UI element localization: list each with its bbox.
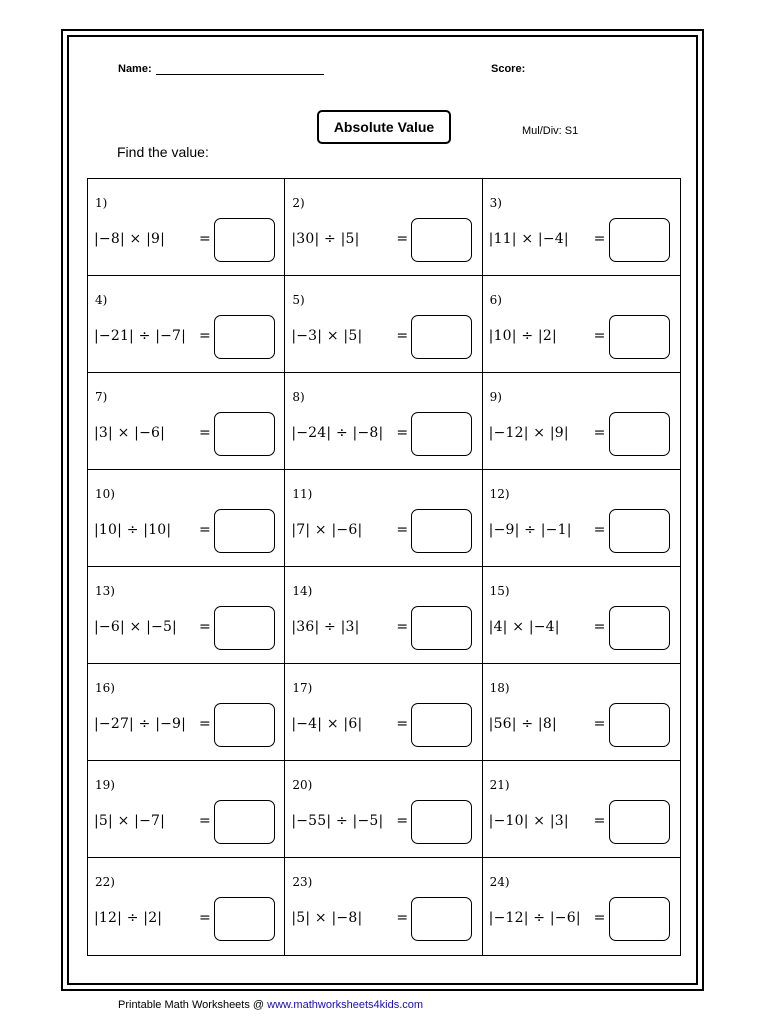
equals-sign: = <box>199 813 211 829</box>
problem-cell <box>285 567 482 664</box>
problem-number: 7) <box>95 390 108 404</box>
problem-cell <box>483 567 680 664</box>
problem-expression: |−4| × |6| <box>291 716 363 732</box>
worksheet-level: Mul/Div: S1 <box>522 125 579 137</box>
answer-box[interactable] <box>609 800 670 844</box>
problem-expression: |−21| ÷ |−7| <box>94 328 187 344</box>
problem-expression: |11| × |−4| <box>488 231 569 247</box>
problem-number: 16) <box>95 681 115 695</box>
answer-box[interactable] <box>609 315 670 359</box>
name-label: Name: <box>118 63 152 75</box>
problem-number: 22) <box>95 875 115 889</box>
answer-box[interactable] <box>214 897 275 941</box>
problem-expression: |10| ÷ |10| <box>94 522 172 538</box>
equals-sign: = <box>593 716 606 732</box>
problem-cell <box>285 276 482 373</box>
answer-box[interactable] <box>214 509 275 553</box>
problem-cell <box>285 179 482 276</box>
equals-sign: = <box>199 328 211 344</box>
equals-sign: = <box>396 328 409 344</box>
equals-sign: = <box>199 619 211 635</box>
equals-sign: = <box>396 910 409 926</box>
problem-number: 23) <box>292 875 313 889</box>
problem-cell <box>285 373 482 470</box>
equals-sign: = <box>199 716 211 732</box>
problem-number: 5) <box>292 293 305 307</box>
problem-number: 10) <box>95 487 115 501</box>
problem-number: 20) <box>292 778 313 792</box>
problem-cell <box>483 179 680 276</box>
answer-box[interactable] <box>214 315 275 359</box>
problem-cell <box>88 567 285 664</box>
problem-cell <box>285 470 482 567</box>
problem-expression: |7| × |−6| <box>291 522 363 538</box>
problem-expression: |56| ÷ |8| <box>488 716 557 732</box>
problem-number: 8) <box>292 390 305 404</box>
equals-sign: = <box>593 425 606 441</box>
problem-number: 4) <box>95 293 108 307</box>
answer-box[interactable] <box>411 606 472 650</box>
answer-box[interactable] <box>609 606 670 650</box>
answer-box[interactable] <box>214 703 275 747</box>
answer-box[interactable] <box>214 606 275 650</box>
equals-sign: = <box>396 425 409 441</box>
problem-number: 9) <box>489 390 502 404</box>
problem-expression: |4| × |−4| <box>488 619 560 635</box>
problem-number: 15) <box>489 584 510 598</box>
problem-number: 19) <box>95 778 115 792</box>
equals-sign: = <box>593 619 606 635</box>
answer-box[interactable] <box>411 412 472 456</box>
problem-number: 2) <box>292 196 305 210</box>
answer-box[interactable] <box>609 218 670 262</box>
answer-box[interactable] <box>609 509 670 553</box>
answer-box[interactable] <box>214 218 275 262</box>
problem-cell <box>88 858 285 955</box>
problem-number: 6) <box>489 293 502 307</box>
answer-box[interactable] <box>411 509 472 553</box>
equals-sign: = <box>396 522 409 538</box>
problem-cell <box>88 373 285 470</box>
problem-cell <box>285 761 482 858</box>
equals-sign: = <box>396 813 409 829</box>
answer-box[interactable] <box>411 703 472 747</box>
equals-sign: = <box>593 910 606 926</box>
problem-expression: |−24| ÷ |−8| <box>291 425 384 441</box>
answer-box[interactable] <box>411 897 472 941</box>
problem-expression: |−9| ÷ |−1| <box>488 522 572 538</box>
equals-sign: = <box>593 813 606 829</box>
problem-expression: |−27| ÷ |−9| <box>94 716 187 732</box>
problem-expression: |30| ÷ |5| <box>291 231 360 247</box>
problem-expression: |5| × |−7| <box>94 813 166 829</box>
problem-expression: |−12| × |9| <box>488 425 569 441</box>
equals-sign: = <box>396 231 409 247</box>
problem-cell <box>483 761 680 858</box>
answer-box[interactable] <box>214 412 275 456</box>
problem-expression: |36| ÷ |3| <box>291 619 360 635</box>
problem-expression: |10| ÷ |2| <box>488 328 557 344</box>
problem-number: 13) <box>95 584 115 598</box>
equals-sign: = <box>396 716 409 732</box>
problem-expression: |−12| ÷ |−6| <box>488 910 581 926</box>
problem-cell <box>483 373 680 470</box>
score-label: Score: <box>491 63 526 75</box>
answer-box[interactable] <box>411 800 472 844</box>
equals-sign: = <box>199 910 211 926</box>
name-field-line[interactable] <box>156 74 324 75</box>
answer-box[interactable] <box>411 315 472 359</box>
problem-cell <box>483 470 680 567</box>
problem-expression: |12| ÷ |2| <box>94 910 163 926</box>
equals-sign: = <box>593 231 606 247</box>
answer-box[interactable] <box>609 412 670 456</box>
equals-sign: = <box>199 425 211 441</box>
problem-number: 21) <box>489 778 510 792</box>
problem-expression: |−6| × |−5| <box>94 619 177 635</box>
problem-expression: |−10| × |3| <box>488 813 569 829</box>
problem-cell <box>285 664 482 761</box>
problem-cell <box>483 664 680 761</box>
equals-sign: = <box>199 231 211 247</box>
instruction-text: Find the value: <box>117 144 209 160</box>
footer-text: Printable Math Worksheets @ <box>118 999 265 1011</box>
footer-link[interactable]: www.mathworksheets4kids.com <box>267 999 424 1011</box>
problem-number: 17) <box>292 681 313 695</box>
problem-number: 18) <box>489 681 510 695</box>
worksheet-title: Absolute Value <box>317 110 451 144</box>
problem-number: 12) <box>489 487 510 501</box>
equals-sign: = <box>593 522 606 538</box>
problem-number: 3) <box>489 196 502 210</box>
problem-number: 1) <box>95 196 108 210</box>
problem-cell <box>88 276 285 373</box>
problem-number: 14) <box>292 584 313 598</box>
equals-sign: = <box>396 619 409 635</box>
answer-box[interactable] <box>411 218 472 262</box>
problem-cell <box>483 276 680 373</box>
problem-expression: |3| × |−6| <box>94 425 166 441</box>
problem-expression: |−8| × |9| <box>94 231 166 247</box>
problem-expression: |−55| ÷ |−5| <box>291 813 384 829</box>
problem-expression: |5| × |−8| <box>291 910 363 926</box>
equals-sign: = <box>593 328 606 344</box>
footer <box>118 999 423 1011</box>
answer-box[interactable] <box>609 703 670 747</box>
problem-cell <box>88 664 285 761</box>
problem-number: 11) <box>292 487 313 501</box>
answer-box[interactable] <box>609 897 670 941</box>
problem-cell <box>285 858 482 955</box>
problem-cell <box>88 761 285 858</box>
problem-number: 24) <box>489 875 510 889</box>
answer-box[interactable] <box>214 800 275 844</box>
problem-cell <box>88 179 285 276</box>
equals-sign: = <box>199 522 211 538</box>
problem-grid <box>87 178 681 956</box>
problem-expression: |−3| × |5| <box>291 328 363 344</box>
problem-cell <box>88 470 285 567</box>
problem-cell <box>483 858 680 955</box>
